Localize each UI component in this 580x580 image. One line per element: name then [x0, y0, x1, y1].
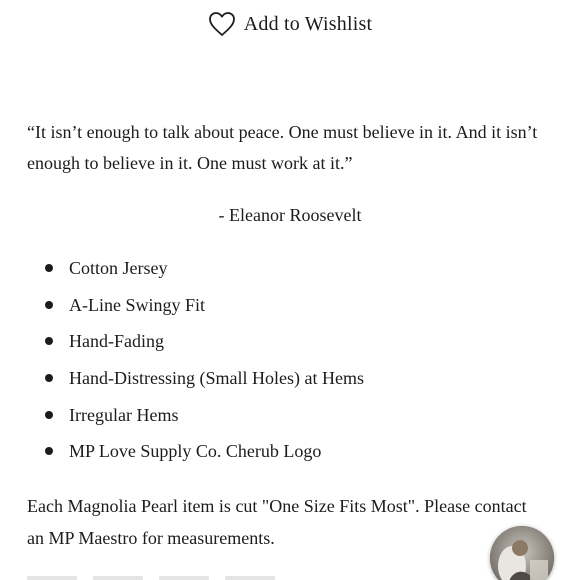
bullet-icon [45, 374, 53, 382]
thumbnail[interactable] [225, 576, 275, 580]
bullet-icon [45, 337, 53, 345]
thumbnail[interactable] [93, 576, 143, 580]
feature-text: A-Line Swingy Fit [69, 294, 206, 315]
feature-text: Hand-Distressing (Small Holes) at Hems [69, 368, 364, 389]
chat-avatar-button[interactable] [490, 526, 554, 580]
feature-item [0, 326, 364, 363]
add-to-wishlist-button[interactable] [0, 11, 580, 37]
thumbnail[interactable] [27, 576, 77, 580]
sizing-note: Each Magnolia Pearl item is cut "One Size Fits Most". Please contact an MP Maestro for measurements. [27, 496, 527, 548]
thumbnail-strip [27, 576, 275, 580]
product-quote: “It isn’t enough to talk about peace. One must believe in it. And it isn’t enough to believe in it. One must work at it.” [27, 122, 538, 173]
bullet-icon [45, 411, 53, 419]
feature-text: MP Love Supply Co. Cherub Logo [69, 441, 322, 462]
feature-text: Cotton Jersey [69, 258, 168, 278]
bullet-icon [45, 447, 53, 455]
feature-item [0, 290, 364, 327]
heart-icon [208, 11, 236, 37]
feature-item [0, 436, 364, 473]
feature-item [0, 363, 364, 400]
quote-author: - Eleanor Roosevelt [218, 205, 362, 225]
feature-list [0, 253, 364, 473]
wishlist-label: Add to Wishlist [243, 12, 373, 35]
avatar-photo-icon [490, 526, 554, 580]
feature-item [0, 253, 364, 290]
feature-text: Irregular Hems [69, 404, 179, 425]
bullet-icon [45, 264, 53, 272]
thumbnail[interactable] [159, 576, 209, 580]
feature-item [0, 400, 364, 437]
bullet-icon [45, 301, 53, 309]
feature-text: Hand-Fading [69, 331, 164, 352]
